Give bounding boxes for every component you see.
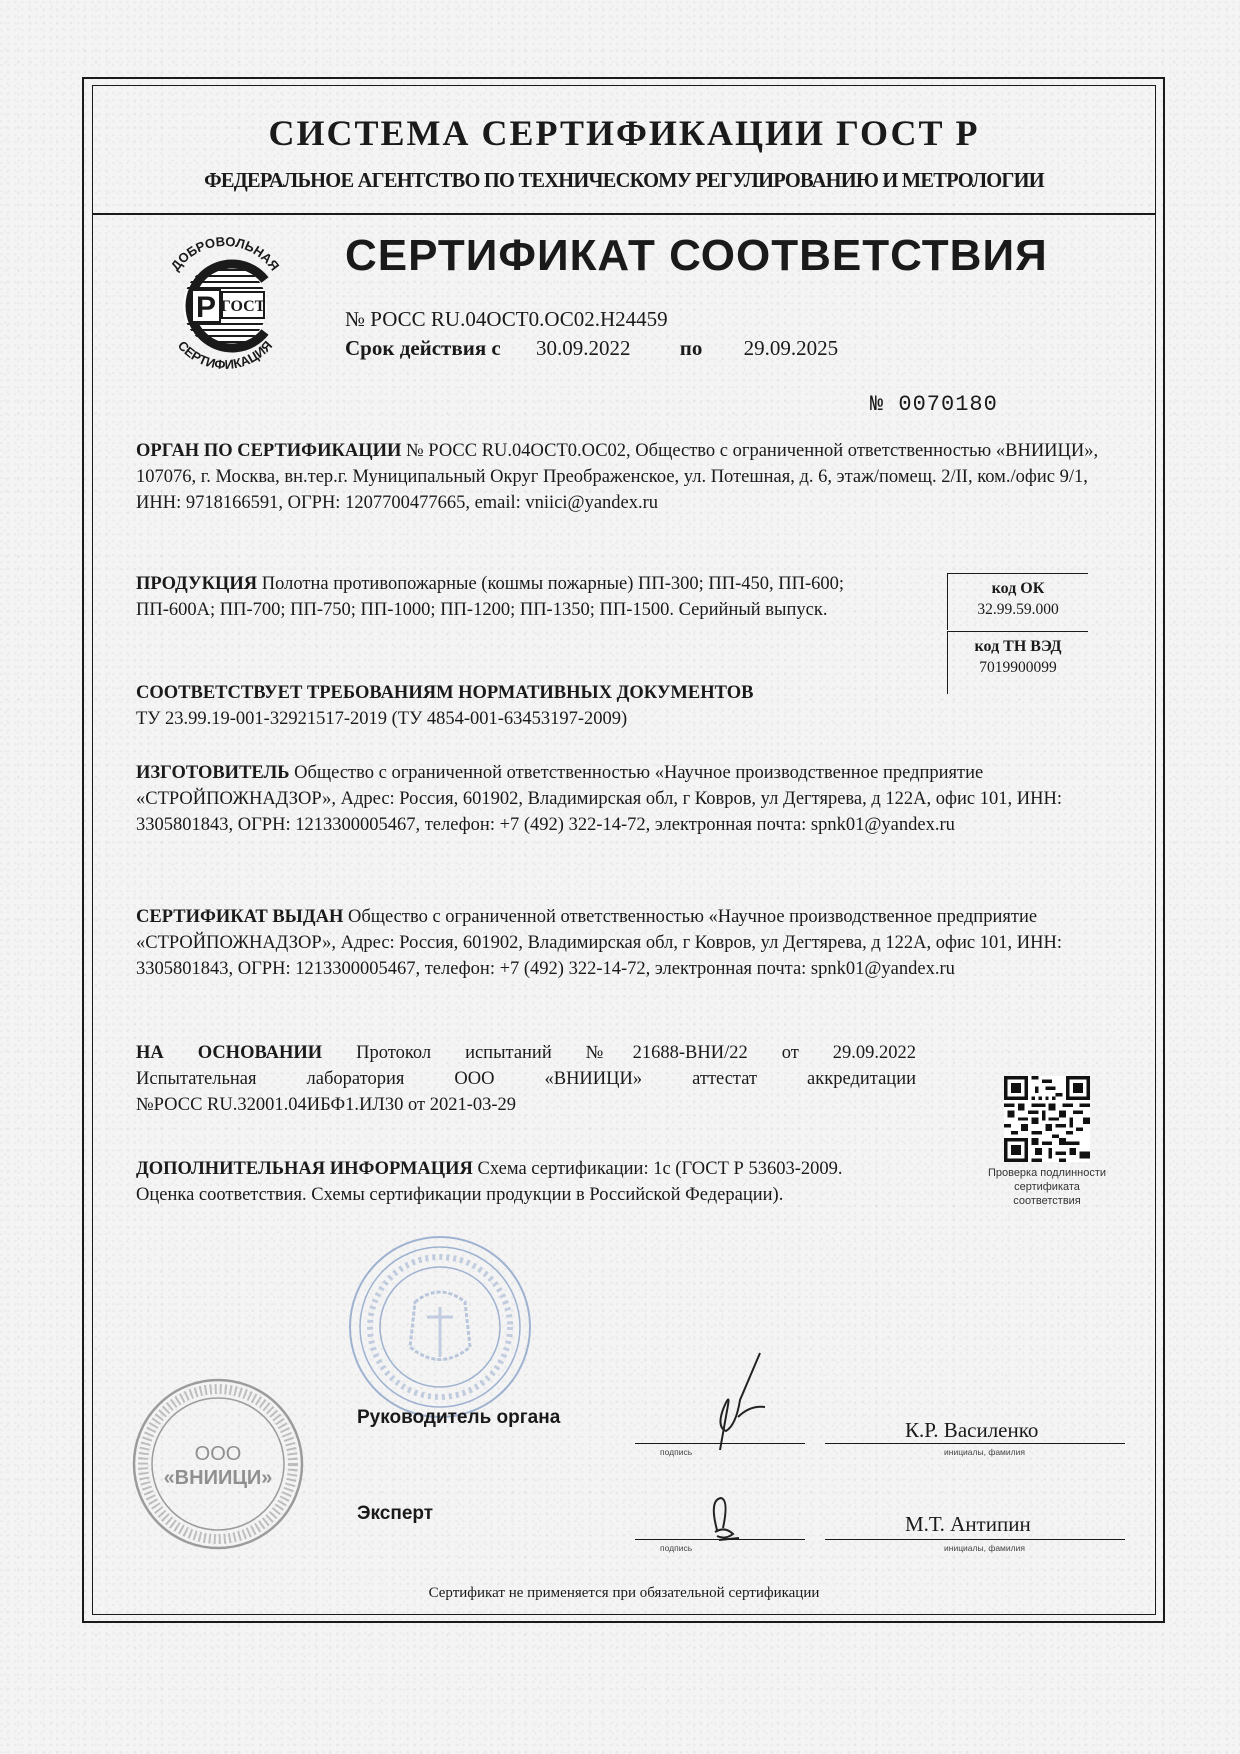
expert-signature-icon bbox=[695, 1490, 755, 1545]
head-signature-icon bbox=[680, 1345, 790, 1455]
name-caption: инициалы, фамилия bbox=[944, 1543, 1025, 1553]
stamp-line-1: ООО bbox=[194, 1443, 242, 1465]
basis-line-1: Протокол испытаний №21688-ВНИ/22 от 29.09.2022 bbox=[322, 1043, 916, 1063]
stamp-line-2: «ВНИИЦИ» bbox=[163, 1467, 273, 1489]
logo-bottom-text: СЕРТИФИКАЦИЯ bbox=[174, 337, 276, 373]
section-manufacturer bbox=[136, 760, 1116, 838]
signature-caption: подпись bbox=[660, 1447, 693, 1457]
section-label: НА ОСНОВАНИИ bbox=[136, 1043, 323, 1063]
head-name-line bbox=[825, 1443, 1125, 1444]
expert-name: М.Т. Антипин bbox=[905, 1512, 1031, 1536]
section-product bbox=[136, 571, 896, 623]
section-label: ПРОДУКЦИЯ bbox=[136, 574, 258, 594]
official-seal-icon bbox=[345, 1232, 535, 1422]
section-text: Полотна противопожарные (кошмы пожарные) ПП-300; ПП-450, ПП-600; ПП-600А; ПП-700; ПП-750; ПП-1000; ПП-1200; ПП-1350; ПП-1500. Серийный выпуск. bbox=[136, 574, 845, 620]
section-label: СООТВЕТСТВУЕТ ТРЕБОВАНИЯМ НОРМАТИВНЫХ ДОКУМЕНТОВ bbox=[136, 683, 754, 703]
section-text: Схема сертификации: 1с (ГОСТ Р 53603-2009. Оценка соответствия. Схемы сертификации продукции в Российской Федерации). bbox=[136, 1159, 843, 1205]
rosstest-logo-icon bbox=[150, 228, 300, 378]
logo-top-text: ДОБРОВОЛЬНАЯ bbox=[167, 233, 283, 274]
footer-note: Сертификат не применяется при обязательной сертификации bbox=[428, 1585, 820, 1601]
validity-label: Срок действия с bbox=[345, 336, 501, 360]
expert-name-line bbox=[825, 1539, 1125, 1540]
qr-caption: Проверка подлинности сертификата соответствия bbox=[987, 1167, 1107, 1207]
section-norms bbox=[136, 680, 1036, 732]
head-name: К.Р. Василенко bbox=[905, 1418, 1039, 1442]
code-ok-label: код ОК bbox=[991, 580, 1045, 597]
valid-to: 29.09.2025 bbox=[743, 336, 839, 360]
vniici-stamp-icon bbox=[128, 1372, 308, 1557]
certificate-title: СЕРТИФИКАТ СООТВЕТСТВИЯ bbox=[345, 231, 1048, 280]
validity-period bbox=[345, 336, 838, 361]
logo-gost: ГОСТ bbox=[220, 298, 266, 315]
section-text: Общество с ограниченной ответственностью «Научное производственное предприятие «СТРОЙПОЖНАДЗОР», Адрес: Россия, 601902, Владимирская обл, г Ковров, ул Дегтярева, д 122А, офис 101, ИНН: 3305801843, ОГРН: 1213300005467, телефон: +7 (492) 322-14-72, электронная почта: spnk01@yandex.ru bbox=[136, 907, 1062, 979]
expert-role-label: Эксперт bbox=[357, 1503, 434, 1524]
qr-code-icon[interactable] bbox=[1004, 1076, 1090, 1162]
blank-number: № 0070180 bbox=[870, 392, 998, 417]
basis-line-3: №РОСС RU.32001.04ИБФ1.ИЛ30 от 2021-03-29 bbox=[136, 1095, 517, 1115]
system-title: СИСТЕМА СЕРТИФИКАЦИИ ГОСТ Р bbox=[268, 113, 980, 153]
section-additional-info bbox=[136, 1156, 896, 1208]
expert-signature-line bbox=[635, 1539, 805, 1540]
section-label: ДОПОЛНИТЕЛЬНАЯ ИНФОРМАЦИЯ bbox=[136, 1159, 473, 1179]
section-text: ТУ 23.99.19-001-32921517-2019 (ТУ 4854-001-63453197-2009) bbox=[136, 709, 628, 729]
section-basis bbox=[136, 1040, 916, 1118]
code-ok-value: 32.99.59.000 bbox=[977, 601, 1059, 618]
section-label: ОРГАН ПО СЕРТИФИКАЦИИ bbox=[136, 441, 402, 461]
basis-line-2: Испытательная лаборатория ООО «ВНИИЦИ» аттестат аккредитации bbox=[136, 1069, 916, 1089]
code-ok-box bbox=[947, 573, 1088, 630]
name-caption: инициалы, фамилия bbox=[944, 1447, 1025, 1457]
section-certification-body bbox=[136, 438, 1111, 516]
valid-from: 30.09.2022 bbox=[536, 336, 631, 360]
section-label: СЕРТИФИКАТ ВЫДАН bbox=[136, 907, 344, 927]
certificate-number: № РОСС RU.04ОСТ0.ОС02.Н24459 bbox=[345, 307, 668, 331]
section-issued-to bbox=[136, 904, 1116, 982]
section-label: ИЗГОТОВИТЕЛЬ bbox=[136, 763, 290, 783]
signature-caption: подпись bbox=[660, 1543, 693, 1553]
section-text: № РОСС RU.04ОСТ0.ОС02, Общество с ограниченной ответственностью «ВНИИЦИ», 107076, г. Москва, вн.тер.г. Муниципальный Округ Преображенское, ул. Потешная, д. 6, этаж/помещ. 2/II, ком./офис 9/1, ИНН: 9718166591, ОГРН: 1207700477665, email: vniici@yandex.ru bbox=[136, 441, 1099, 513]
section-text: Общество с ограниченной ответственностью «Научное производственное предприятие «СТРОЙПОЖНАДЗОР», Адрес: Россия, 601902, Владимирская обл, г Ковров, ул Дегтярева, д 122А, офис 101, ИНН: 3305801843, ОГРН: 1213300005467, телефон: +7 (492) 322-14-72, электронная почта: spnk01@yandex.ru bbox=[136, 763, 1062, 835]
logo-letter: Р bbox=[195, 291, 217, 324]
valid-to-label: по bbox=[679, 336, 703, 360]
header-divider bbox=[92, 213, 1156, 215]
agency-name: ФЕДЕРАЛЬНОЕ АГЕНТСТВО ПО ТЕХНИЧЕСКОМУ РЕГУЛИРОВАНИЮ И МЕТРОЛОГИИ bbox=[204, 168, 1044, 192]
footer-divider bbox=[92, 1614, 1156, 1615]
code-tnved-value: 7019900099 bbox=[979, 659, 1057, 676]
head-signature-line bbox=[635, 1443, 805, 1444]
head-role-label: Руководитель органа bbox=[357, 1407, 561, 1428]
code-tnved-label: код ТН ВЭД bbox=[974, 638, 1062, 655]
